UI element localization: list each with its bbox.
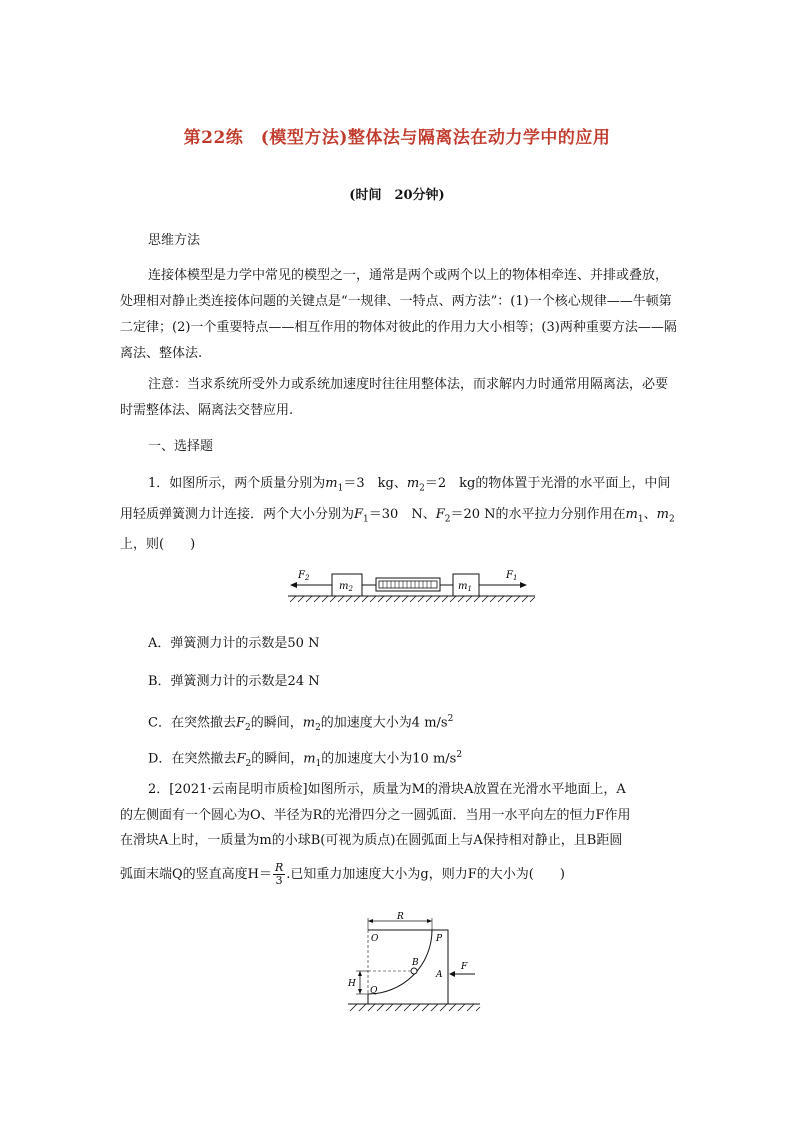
question-2-line-4: 弧面末端Q的竖直高度H＝ $\frac{R}{3}$ .已知重力加速度大小为g，则力F的大小为( ) [120,861,565,887]
page-title: 第22练 (模型方法)整体法与隔离法在动力学中的应用 [183,128,611,148]
option-c: C．在突然撤去$F_2$的瞬间，$m_2$的加速度大小为4 $m/s^2$ [148,714,454,733]
section-heading: 一、选择题 [148,439,214,454]
force-f1-label: $F_1$ [506,570,518,582]
force-f2-label: $F_2$ [298,570,310,582]
question-2-line-3: 在滑块A上时，一质量为m的小球B(可视为质点)在圆弧面上与A保持相对静止，且B距圆 [120,833,623,848]
point-q-label: Q [370,986,378,996]
question-2-figure [340,912,490,1020]
option-a: A．弹簧测力计的示数是50 N [148,636,320,651]
option-d: D．在突然撤去$F_2$的瞬间，$m_1$的加速度大小为10 $m/s^2$ [148,750,463,769]
question-2-line-1: 2．[2021·云南昆明市质检]如图所示，质量为M的滑块A放置在光滑水平地面上，A [148,782,626,797]
force-f-label: F [461,962,468,972]
ball-b-label: B [412,958,419,968]
slider-a-label: A [436,970,443,980]
height-fraction: $\frac{R}{3}$ [275,861,284,887]
ground-hatching [350,1004,480,1011]
point-p-label: P [436,934,443,944]
option-b: B．弹簧测力计的示数是24 N [148,674,320,689]
block-m2-label: $m_2$ [339,581,353,593]
question-1-figure [280,565,540,607]
note-paragraph: 注意：当求系统所受外力或系统加速度时往往用整体法，而求解内力时通常用隔离法，必要时需整体法、隔离法交替应用. [120,377,669,418]
ball-b [411,968,417,974]
method-heading: 思维方法 [148,233,201,248]
time-limit: (时间 20分钟) [349,188,445,203]
height-h-label: H [348,979,356,989]
question-1-stem: 1．如图所示，两个质量分别为$m_1=3$ kg、$m_2=2$ kg的物体置于光滑的水平面上，中间用轻质弹簧测力计连接．两个大小分别为$F_1=30$ N、$F_2=20$ N的水平拉力分别作用在$m_1$、$m_2$上，则( ) [120,476,675,553]
method-paragraph: 连接体模型是力学中常见的模型之一，通常是两个或两个以上的物体相牵连、并排或叠放，处理相对静止类连接体问题的关键点是“一规律、一特点、两方法”：(1)一个核心规律——牛顿第二定律；(2)一个重要特点——相互作用的物体对彼此的作用力大小相等；(3)两种重要方法——隔离法、整体法. [120,268,677,361]
ground-hatching [290,596,535,602]
radius-label: R [397,912,404,922]
center-o-label: O [371,934,379,944]
block-m1-label: $m_1$ [458,581,472,593]
question-2-line-2: 的左侧面有一个圆心为O、半径为R的光滑四分之一圆弧面．当用一水平向左的恒力F作用 [120,808,631,823]
